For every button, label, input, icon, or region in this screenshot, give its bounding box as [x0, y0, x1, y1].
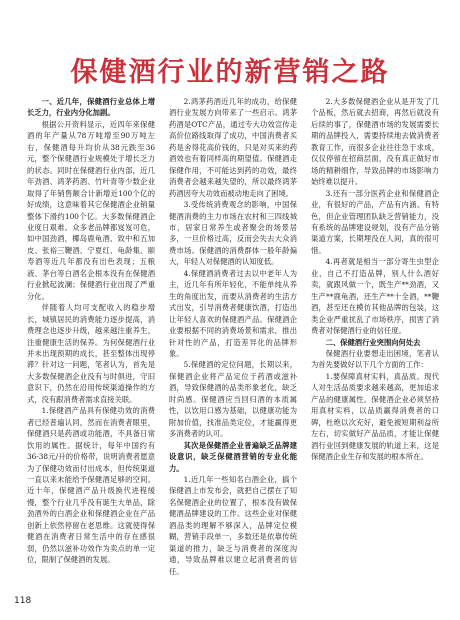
paragraph: 1.近几年一些知名白酒企业，搞个保健酒上市发布会，就把自己摆在了知名保健酒企业的位置了，根本没有做保健酒品牌建设的工作。这些企业对保健酒品类的理解不够深入，品牌定位模糊，营销手段单一，多数还是依靠传统渠道的推力，缺乏与消费者的深度沟通，导致品牌难以建立起消费者的信任。 [169, 474, 297, 576]
paragraph: 伴随着人均可支配收入的稳步增长，城镇居民的消费能力逐步提高，消费理念也逐步升级，越来越注重养生，注重健康生活的保养。为何保健酒行业并未出现预期的成长，甚至整体出现停滞？针对这一问题，笔者认为，首先是大多数保健酒企业没有与时俱进，守旧意识下，仍然在沿用传统渠道操作的方式，没有跟消费者需求直接关联。 [27, 303, 155, 404]
text-column-1 [27, 96, 155, 566]
paragraph: 4.再者就是相当一部分寄生虫型企业，自己不打造品牌，别人什么酒好卖，就跟风做一个，既生产**劲酒，又生产**鹿龟酒，还生产**十全酒，**鞭酒，甚至还在模仿其他品牌的包装，这类企业严重扰乱了市场秩序，损害了消费者对保健酒行业的信任度。 [311, 257, 439, 336]
article-title: 保健酒行业的新营销之路 [70, 57, 390, 88]
page-number: 118 [14, 596, 32, 606]
text-column-3 [311, 96, 439, 463]
section-heading: 一、近几年，保健酒行业总体上增长乏力，行业内分化加剧。 [27, 97, 155, 118]
paragraph: 1.保健酒产品具有保健功效的消费者已经普遍认同，然而在消费者眼里，保健酒只是药酒或功能酒，不具备日常饮用的属性。据统计，每年中国约有36-38元/升的价格带，说明消费者愿意为了保健功效而付出成本，但传统渠道一直以来未能给予保健酒足够的空间。近十年，保健酒产品升级换代进程缓慢，整个行业几乎没有诞生大单品，除劲酒外的白酒企业和保健酒企业在产品创新上依然停留在老思维。这就使得保健酒在消费者日常生活中的存在感很弱，仍然以滋补功效作为卖点的单一定位，限制了保健酒的发展。 [27, 406, 155, 565]
paragraph: 4.保健酒消费者过去以中老年人为主，近几年有所年轻化，不能单纯从养生的角度出发，而要从消费者的生活方式出发，引导消费者健康饮酒，打造出让年轻人喜欢的保健酒产品。保健酒企业要根据不同的消费场景和需求，推出针对性的产品，打造差异化的品牌形象。 [169, 268, 297, 358]
paragraph: 2.鸿茅药酒近几年的成功，给保健酒行业发展方向带来了一些启示。鸿茅药酒是OTC产品，通过专大功效宣传走高价位路线取得了成功，中国消费者买药是舍得花高价钱的，只是对买来的药酒效也有着同样高的期望值。保健酒走保健作用，不可能达到药的功效，最终消费者会越来越失望的，所以最终鸿茅药酒因夸大功效而被动地走向了困境。 [169, 97, 297, 198]
text-column-2 [169, 96, 297, 577]
paragraph: 1.要保障真材实料，真品质。现代人对生活品质要求越来越高，更加追求产品的健康属性。保健酒企业必须坚持用真材实料，以品质赢得消费者的口碑，杜绝以次充好，避免被短期利益所左右，切实做好产品品质，才能让保健酒行业回到健康发展的轨道上来，这是保健酒企业生存和发展的根本所在。 [311, 371, 439, 462]
paragraph: 2.大多数保健酒企业从是开发了几个品板，然后就去招商，再然后就没有后续的事了，保健酒市场的发展需要长期的品牌投入，需要持续地去做消费者教育工作，而很多企业往往急于求成，仅仅停留在招商层面，没有真正做好市场的精耕细作，导致品牌的市场影响力始终难以提升。 [311, 97, 439, 187]
paragraph: 3.还有一部分医药企业和保健酒企业，有很好的产品，产品有内涵、有特色，但企业管理团队缺乏营销能力，没有系统的品牌建设规划，没有产品分销渠道方案，长期埋没在人间，真的很可惜。 [311, 188, 439, 255]
section-heading: 其次是保健酒企业普遍缺乏品牌建设意识，缺乏保健酒营销的专业化能力。 [169, 440, 297, 473]
paragraph: 5.保健酒的定位问题，长期以来，保健酒企业将产品定位于药酒或滋补酒，导致保健酒的品类形象老化，缺乏时尚感。保健酒应当回归酒的本质属性，以饮用口感为基础，以健康功能为附加价值，找准品类定位，才能赢得更多消费者的认可。 [169, 360, 297, 439]
paragraph: 3.受传统消费观念的影响，中国保健酒消费的主力市场在农村和三四线城市，居家日常养生或者聚会的场景居多，一旦价格过高，反而会失去大众消费市场。保健酒的消费群体一般年龄偏大，年轻人对保健酒的认知度低。 [169, 200, 297, 267]
paragraph: 保健酒行业要想走出困境，笔者认为首先要做好以下几个方面的工作： [311, 348, 439, 370]
section-heading: 二、保健酒行业突围向何处去 [325, 337, 421, 347]
paragraph: 根据公开资料显示，近四年来保健酒的年产量从78万吨增至90万吨左右，保健酒每升均价从38元跌至36元，整个保健酒行业规模处于增长乏力的状态。同时在保健酒行业内部，近几年劲酒、鸿茅药酒、竹叶青等少数企业取得了年销售额合计新增近100个亿的好成绩，这意味着其它保健酒企业销量整体下滑约100个亿。大多数保健酒企业度日艰难。众多老品牌都岌岌可危，如中国劲酒，椰岛鹿龟酒、致中和五加皮、张裕三鞭酒、宁夏红、龟龄集、颐寿酒等近几年都没有出色表现；五粮液、茅台等白酒名企根本没有在保健酒行业掀起波澜；保健酒行业出现了严重分化。 [27, 119, 155, 301]
